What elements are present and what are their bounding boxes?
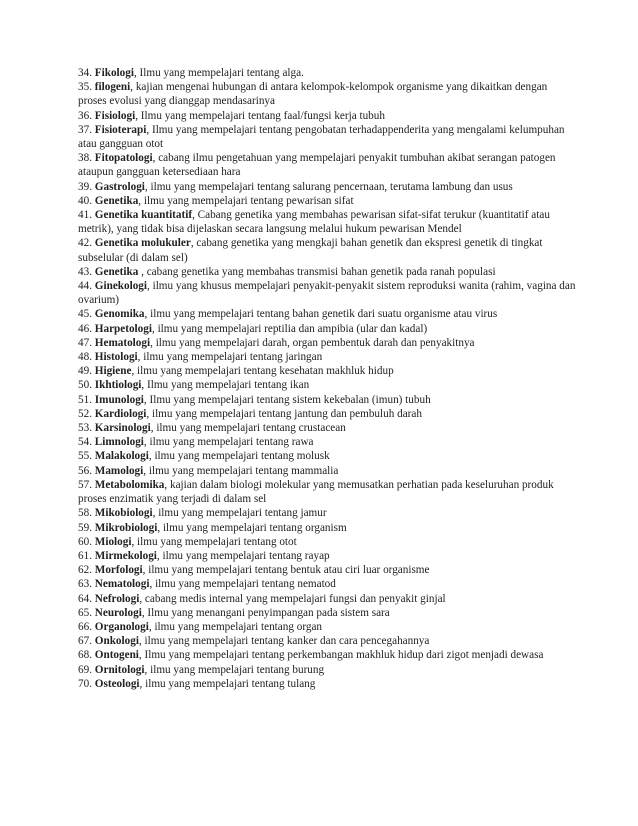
entry-term: Ornitologi	[94, 663, 145, 676]
glossary-entry	[78, 563, 578, 577]
entry-description: , Ilmu yang mempelajari tentang pengobatan terhadappenderita yang mengalami kelumpuhan atau gangguan otot	[78, 123, 565, 151]
entry-term: Genetika kuantitatif	[94, 209, 193, 222]
entry-term: Ontogeni	[94, 649, 139, 662]
glossary-entry	[78, 393, 578, 407]
glossary-entry	[78, 435, 578, 449]
entry-description: , cabang genetika yang mengkaji bahan genetik dan ekspresi genetik di tingkat subselular (di dalam sel)	[78, 237, 543, 264]
glossary-entry	[78, 577, 578, 591]
entry-description: , ilmu yang mempelajari tentang jamur	[152, 507, 327, 520]
entry-number: 43.	[78, 265, 95, 278]
entry-term: Organologi	[94, 620, 149, 633]
entry-number: 68.	[78, 649, 95, 662]
glossary-entry	[78, 506, 578, 520]
entry-term: Mamologi	[94, 464, 144, 477]
entry-description: , Ilmu yang mempelajari tentang perkembangan makhluk hidup dari zigot menjadi dewasa	[138, 649, 544, 662]
entry-description: , ilmu yang mempelajari tentang kesehatan makhluk hidup	[131, 365, 394, 378]
entry-term: Nefrologi	[94, 592, 140, 605]
glossary-entry	[78, 549, 578, 563]
entry-number: 63.	[78, 578, 95, 591]
entry-term: Genomika	[94, 308, 145, 321]
entry-term: Onkologi	[94, 635, 139, 648]
entry-description: , Ilmu yang mempelajari tentang sistem kekebalan (imun) tubuh	[143, 393, 431, 406]
entry-number: 46.	[78, 322, 95, 335]
entry-description: , ilmu yang mempelajari tentang rawa	[143, 436, 314, 449]
entry-description: , ilmu yang khusus mempelajari penyakit-penyakit sistem reproduksi wanita (rahim, vagina dan ovarium)	[78, 280, 576, 307]
entry-number: 36.	[78, 109, 95, 122]
entry-number: 65.	[78, 606, 95, 619]
glossary-entry	[78, 648, 578, 662]
entry-description: , cabang medis internal yang mempelajari fungsi dan penyakit ginjal	[139, 592, 446, 605]
glossary-entry	[78, 535, 578, 549]
glossary-entry	[78, 307, 578, 321]
entry-description: , Cabang genetika yang membahas pewarisan sifat-sifat terukur (kuantitatif atau metrik), yang tidak bisa dijelaskan secara langsung melalui hukum pewarisan Mendel	[78, 209, 550, 236]
entry-description: , ilmu yang mempelajari tentang molusk	[148, 450, 330, 463]
entry-number: 61.	[78, 549, 95, 562]
entry-number: 48.	[78, 351, 95, 364]
entry-term: Nematologi	[94, 578, 150, 591]
glossary-entry	[78, 421, 578, 435]
entry-term: Gastrologi	[94, 180, 145, 193]
entry-number: 51.	[78, 393, 95, 406]
entry-description: , ilmu yang mempelajari tentang bahan genetik dari suatu organisme atau virus	[144, 308, 498, 321]
entry-description: , ilmu yang mempelajari reptilia dan ampibia (ular dan kadal)	[151, 322, 428, 335]
entry-number: 56.	[78, 464, 95, 477]
entry-number: 66.	[78, 620, 95, 633]
entry-description: , kajian dalam biologi molekular yang memusatkan perhatian pada keseluruhan produk proses enzimatik yang terjadi di dalam sel	[78, 478, 554, 506]
glossary-entry	[78, 464, 578, 478]
entry-number: 70.	[78, 677, 95, 690]
glossary-entry	[78, 478, 578, 506]
entry-number: 38.	[78, 152, 95, 165]
entry-number: 55.	[78, 450, 95, 463]
entry-number: 58.	[78, 507, 95, 520]
entry-term: Mirmekologi	[94, 549, 157, 562]
entry-description: , ilmu yang mempelajari tentang pewarisan sifat	[138, 194, 354, 207]
entry-description: , Ilmu yang mempelajari tentang alga.	[133, 67, 304, 79]
entry-term: Harpetologi	[94, 322, 152, 335]
entry-description: , ilmu yang mempelajari tentang organ	[148, 620, 323, 633]
entry-number: 52.	[78, 407, 95, 420]
glossary-entry	[78, 208, 578, 236]
entry-number: 41.	[78, 209, 95, 222]
entry-term: Ginekologi	[94, 280, 147, 293]
entry-term: Mikrobiologi	[94, 521, 158, 534]
entry-term: Neurologi	[94, 606, 142, 619]
glossary-entry	[78, 180, 578, 194]
entry-number: 67.	[78, 635, 95, 648]
glossary-entry	[78, 521, 578, 535]
entry-number: 39.	[78, 180, 95, 193]
entry-description: , ilmu yang mempelajari tentang jantung dan pembuluh darah	[146, 407, 422, 420]
entry-term: Imunologi	[94, 393, 144, 406]
entry-number: 69.	[78, 663, 95, 676]
entry-description: , Ilmu yang menangani penyimpangan pada sistem sara	[141, 606, 390, 619]
entry-term: Hematologi	[94, 336, 151, 349]
entry-term: Mikobiologi	[94, 507, 153, 520]
glossary-entry	[78, 322, 578, 336]
entry-term: Kardiologi	[94, 407, 147, 420]
glossary-entry	[78, 80, 578, 108]
glossary-entry	[78, 151, 578, 179]
entry-term: Genetika	[94, 194, 139, 207]
entry-number: 34.	[78, 67, 95, 79]
glossary-entry	[78, 620, 578, 634]
entry-number: 59.	[78, 521, 95, 534]
entry-number: 45.	[78, 308, 95, 321]
entry-term: Limnologi	[94, 436, 144, 449]
entry-number: 42.	[78, 237, 95, 250]
entry-number: 57.	[78, 478, 95, 491]
entry-description: , cabang ilmu pengetahuan yang mempelajari penyakit tumbuhan akibat serangan patogen ataupun gangguan ketersediaan hara	[78, 152, 556, 179]
entry-description: , ilmu yang mempelajari darah, organ pembentuk darah dan penyakitnya	[150, 336, 475, 349]
entry-number: 44.	[78, 280, 95, 293]
entry-description: , ilmu yang mempelajari tentang salurang pencernaan, terutama lambung dan usus	[144, 180, 513, 193]
entry-number: 54.	[78, 436, 95, 449]
entry-term: Malakologi	[94, 450, 149, 463]
entry-term: Genetika molukuler	[94, 237, 191, 250]
glossary-entry	[78, 350, 578, 364]
glossary-entry	[78, 364, 578, 378]
glossary-entry	[78, 606, 578, 620]
entry-description: , ilmu yang mempelajari tentang jaringan	[137, 351, 323, 364]
glossary-entry	[78, 123, 578, 151]
glossary-entry	[78, 634, 578, 648]
entry-number: 60.	[78, 535, 95, 548]
entry-number: 47.	[78, 336, 95, 349]
glossary-entry	[78, 236, 578, 264]
entry-description: , kajian mengenai hubungan di antara kelompok-kelompok organisme yang dikaitkan dengan proses evolusi yang dianggap mendasarinya	[78, 81, 548, 108]
entry-term: Ikhtiologi	[94, 379, 142, 392]
glossary-entry	[78, 279, 578, 307]
glossary-entry	[78, 407, 578, 421]
entry-description: , cabang genetika yang membahas transmisi bahan genetik pada ranah populasi	[138, 265, 496, 278]
entry-number: 40.	[78, 194, 95, 207]
entry-description: , ilmu yang mempelajari tentang crustacean	[150, 422, 346, 435]
entry-term: Karsinologi	[94, 422, 151, 435]
glossary-entry	[78, 378, 578, 392]
entry-description: , ilmu yang mempelajari tentang mammalia	[143, 464, 339, 477]
entry-description: , ilmu yang mempelajari tentang organism	[157, 521, 347, 534]
entry-term: Metabolomika	[94, 478, 165, 491]
entry-number: 49.	[78, 365, 95, 378]
entry-description: , ilmu yang mempelajari tentang nematod	[149, 578, 336, 591]
glossary-entry	[78, 449, 578, 463]
entry-term: Higiene	[94, 365, 132, 378]
entry-term: Fikologi	[94, 67, 134, 79]
glossary-entry	[78, 109, 578, 123]
entry-description: , ilmu yang mempelajari tentang burung	[144, 663, 325, 676]
entry-description: , ilmu yang mempelajari tentang rayap	[156, 549, 330, 562]
entry-term: Histologi	[94, 351, 138, 364]
entry-description: , ilmu yang mempelajari tentang otot	[131, 535, 297, 548]
entry-description: , ilmu yang mempelajari tentang kanker dan cara pencegahannya	[138, 635, 430, 648]
glossary-entry	[78, 663, 578, 677]
entry-term: Genetika	[94, 265, 139, 278]
entry-term: filogeni	[94, 81, 131, 94]
glossary-entry	[78, 336, 578, 350]
document-page	[78, 66, 578, 691]
glossary-entry	[78, 592, 578, 606]
entry-number: 37.	[78, 123, 95, 136]
entry-number: 62.	[78, 564, 95, 577]
entry-number: 64.	[78, 592, 95, 605]
entry-term: Miologi	[94, 535, 132, 548]
glossary-entry	[78, 66, 578, 80]
entry-description: , Ilmu yang mempelajari tentang faal/fungsi kerja tubuh	[135, 109, 385, 122]
glossary-list	[78, 66, 578, 691]
entry-number: 53.	[78, 422, 95, 435]
glossary-entry	[78, 677, 578, 691]
entry-number: 35.	[78, 81, 95, 94]
entry-description: , ilmu yang mempelajari tentang tulang	[139, 677, 316, 690]
entry-description: , ilmu yang mempelajari tentang bentuk atau ciri luar organisme	[142, 564, 430, 577]
entry-term: Fitopatologi	[94, 152, 153, 165]
entry-term: Fisioterapi	[94, 123, 147, 136]
entry-description: , Ilmu yang mempelajari tentang ikan	[141, 379, 310, 392]
entry-number: 50.	[78, 379, 95, 392]
glossary-entry	[78, 265, 578, 279]
glossary-entry	[78, 194, 578, 208]
entry-term: Morfologi	[94, 564, 143, 577]
entry-term: Fisiologi	[94, 109, 136, 122]
entry-term: Osteologi	[94, 677, 140, 690]
